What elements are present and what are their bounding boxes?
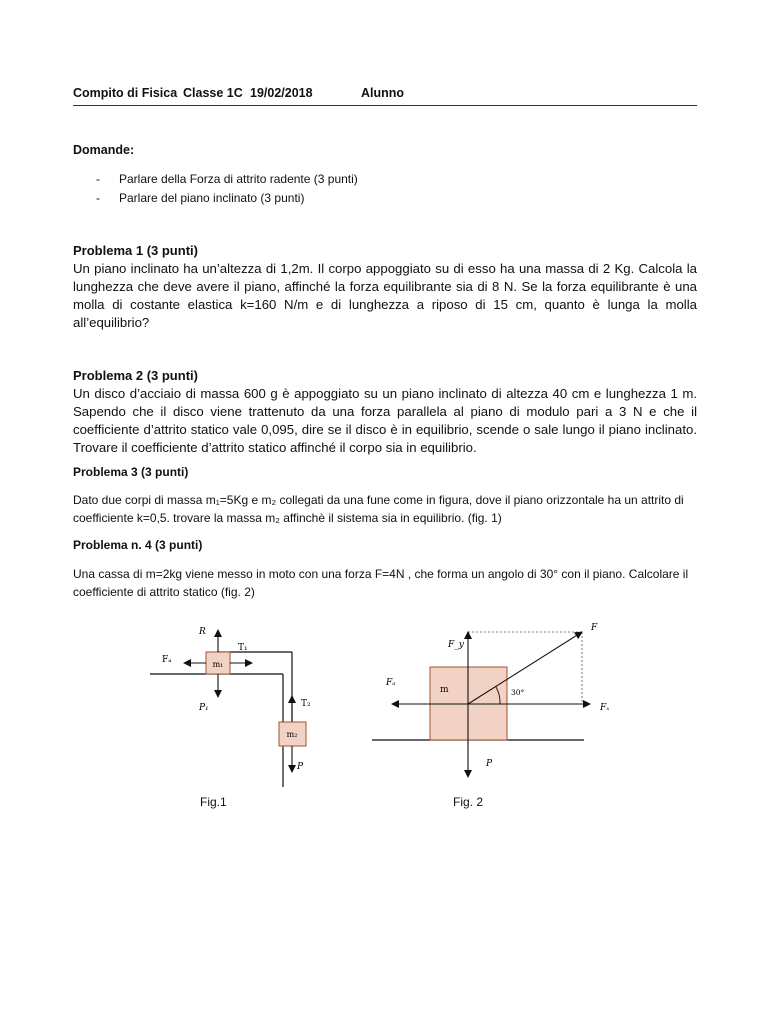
problem-1-title: Problema 1 (3 punti) xyxy=(73,243,198,258)
angle-label: 30° xyxy=(511,688,525,697)
problem-3-text: Dato due corpi di massa m₁=5Kg e m₂ collegati da una fune come in figura, dove il piano orizzontale ha un attrito di coefficiente k=0,5. trovare la massa m₂ affinchè il sistema sia in equilibrio. (fig. 1) xyxy=(73,493,684,525)
m2-label: m₂ xyxy=(286,730,298,739)
header-subject: Compito di Fisica xyxy=(73,86,178,100)
list-item: - Parlare del piano inclinato (3 punti) xyxy=(96,191,305,205)
domande-title: Domande: xyxy=(73,143,135,157)
fa-label-2: Fₐ xyxy=(386,678,396,688)
problem-4-text: Una cassa di m=2kg viene messo in moto con una forza F=4N , che forma un angolo di 30° con il piano. Calcolare il coefficiente di attrito statico (fig. 2) xyxy=(73,567,689,599)
m-label: m xyxy=(440,685,449,695)
header-class: Classe 1C xyxy=(183,86,243,100)
fa-label: Fₐ xyxy=(162,655,172,665)
t2-label: T₂ xyxy=(301,699,311,709)
figure-1 xyxy=(150,612,320,787)
m1-label: m₁ xyxy=(212,660,224,669)
problem-1-text: Un piano inclinato ha un’altezza di 1,2m. Il corpo appoggiato su di esso ha una massa di 2 Kg. Calcola la lunghezza che deve avere il piano, affinché la forza equilibrante sia di 8 N. Se la forza equilibrante è una molla di costante elastica k=160 N/m e di lunghezza a riposo di 15 cm, quanto è lunga la molla all’equilibrio? xyxy=(73,261,697,330)
p-label: P xyxy=(297,762,304,772)
header-student-label: Alunno xyxy=(361,86,405,100)
page-header xyxy=(73,86,697,106)
problem-2-title: Problema 2 (3 punti) xyxy=(73,368,198,383)
fy-label: F_y xyxy=(448,640,464,650)
f-label: F xyxy=(591,623,598,633)
figure-2-caption: Fig. 2 xyxy=(453,795,484,809)
figure-1-caption: Fig.1 xyxy=(200,795,227,809)
problem-4-title: Problema n. 4 (3 punti) xyxy=(73,538,203,552)
p-label-2: P xyxy=(486,759,493,769)
problem-3-title: Problema 3 (3 punti) xyxy=(73,465,189,479)
t1-label: T₁ xyxy=(238,643,248,653)
r-label: R xyxy=(199,627,206,637)
fx-label: Fₓ xyxy=(600,703,610,713)
domande-list xyxy=(96,170,358,208)
list-item: - Parlare della Forza di attrito radente (3 punti) xyxy=(96,172,358,186)
header-date: 19/02/2018 xyxy=(250,86,313,100)
problem-2-text: Un disco d’acciaio di massa 600 g è appoggiato su un piano inclinato di altezza 40 cm e lunghezza 1 m. Sapendo che il disco viene trattenuto da una forza parallela al piano di modulo pari a 3 N e che il coefficiente d’attrito statico vale 0,095, dire se il disco è in equilibrio, scende o sale lungo il piano inclinato. Trovare il coefficiente d’attrito statico affinché il corpo sia in equilibrio. xyxy=(73,386,697,455)
figure-2 xyxy=(372,612,620,787)
p1-label: P₁ xyxy=(199,703,209,713)
